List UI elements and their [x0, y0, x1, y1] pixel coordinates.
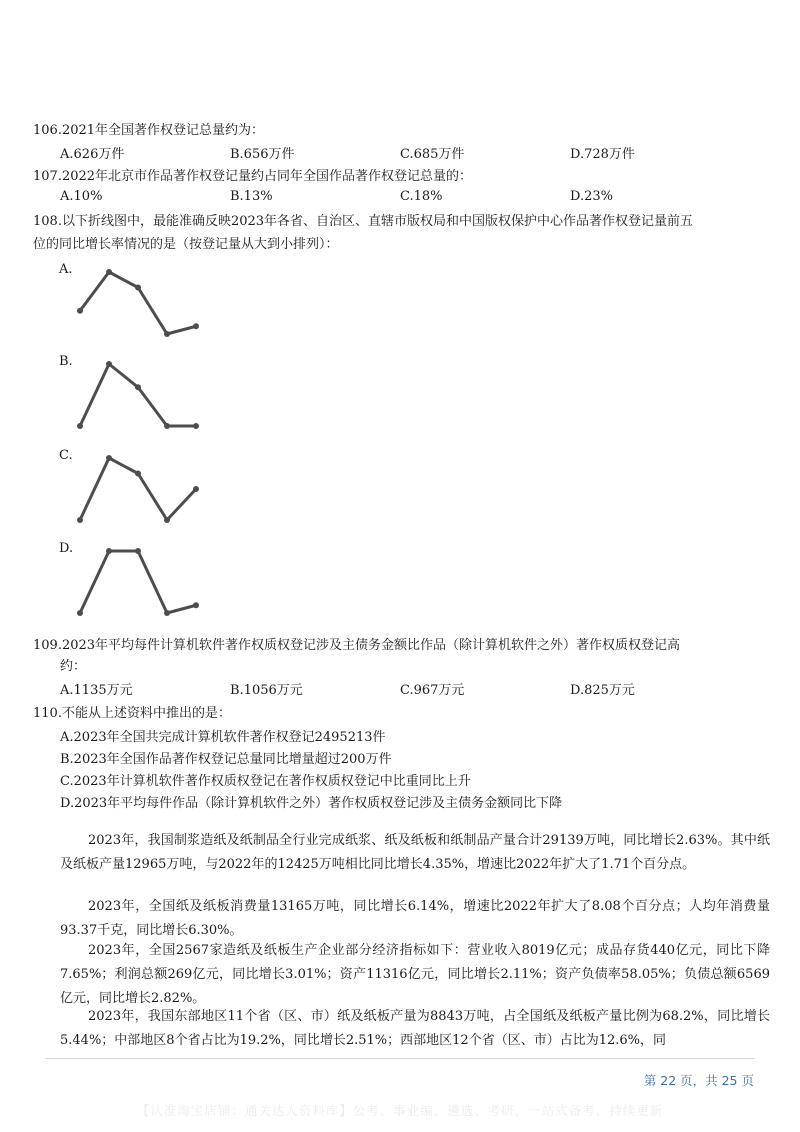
option-c[interactable]: C.685万件	[400, 147, 465, 162]
choice-point-3	[135, 384, 141, 390]
choice-point-3	[135, 471, 141, 477]
choice-point-4	[164, 423, 170, 429]
question-109-line-2: 约：	[60, 659, 87, 674]
choice-point-3	[135, 548, 141, 554]
question-106: 106.2021年全国著作权登记总量约为：	[33, 123, 265, 138]
choice-line	[80, 551, 196, 613]
option-a[interactable]: A.1135万元	[60, 683, 133, 698]
option-b[interactable]: B.656万件	[230, 147, 295, 162]
option-a[interactable]: A.10%	[60, 189, 103, 204]
option-d[interactable]: D.825万元	[570, 683, 635, 698]
footer-divider	[45, 1058, 755, 1059]
question-109-line-1: 109.2023年平均每件计算机软件著作权质权登记涉及主债务金额比作品（除计算机软件之外）著作权质权登记高	[33, 638, 681, 653]
choice-b-line-chart[interactable]	[70, 354, 210, 434]
choice-a-line-chart[interactable]	[70, 262, 210, 342]
choice-point-2	[106, 455, 112, 461]
question-108-line-2: 位的同比增长率情况的是（按登记量从大到小排列）：	[33, 237, 339, 252]
option-c[interactable]: C.967万元	[400, 683, 465, 698]
option-d[interactable]: D.2023年平均每件作品（除计算机软件之外）著作权质权登记涉及主债务金额同比下降	[60, 796, 563, 811]
choice-point-5	[193, 602, 199, 608]
footer-note: 【认准淘宝店铺：通关达人资料库】公考、事业编、遴选、考研，一站式备考，持续更新	[136, 1103, 664, 1118]
choice-point-4	[164, 610, 170, 616]
choice-c-line-chart[interactable]	[70, 448, 210, 528]
page-number: 第 22 页，共 25 页	[643, 1073, 754, 1088]
option-c[interactable]: C.2023年计算机软件著作权质权登记在著作权质权登记中比重同比上升	[60, 774, 471, 789]
passage-paragraph-2: 2023年，全国纸及纸板消费量13165万吨，同比增长6.14%，增速比2022年扩大了8.08个百分点；人均年消费量93.37千克，同比增长6.30%。	[60, 899, 770, 938]
question-110: 110.不能从上述资料中推出的是：	[33, 706, 231, 721]
question-109-options	[60, 679, 780, 699]
option-b[interactable]: B.1056万元	[230, 683, 303, 698]
choice-point-3	[135, 285, 141, 291]
choice-point-4	[164, 331, 170, 337]
option-a[interactable]: A.2023年全国共完成计算机软件著作权登记2495213件	[60, 730, 386, 745]
choice-point-1	[77, 610, 83, 616]
choice-point-2	[106, 548, 112, 554]
choice-line	[80, 272, 196, 334]
question-107: 107.2022年北京市作品著作权登记量约占同年全国作品著作权登记总量的：	[33, 169, 473, 184]
choice-point-2	[106, 361, 112, 367]
passage-paragraph-1: 2023年，我国制浆造纸及纸制品全行业完成纸浆、纸及纸板和纸制品产量合计29139万吨，同比增长2.63%。其中纸及纸板产量12965万吨，与2022年的12425万吨相比同比增长4.35%，增速比2022年扩大了1.71个百分点。	[60, 833, 770, 872]
choice-line	[80, 458, 196, 520]
choice-point-4	[164, 517, 170, 523]
choice-point-5	[193, 423, 199, 429]
choice-d-label[interactable]: D.	[59, 541, 74, 556]
choice-point-1	[77, 517, 83, 523]
choice-line	[80, 364, 196, 426]
passage-paragraph-3: 2023年，全国2567家造纸及纸板生产企业部分经济指标如下：营业收入8019亿元；成品存货440亿元，同比下降7.65%；利润总额269亿元，同比增长3.01%；资产11316亿元，同比增长2.11%；资产负债率58.05%；负债总额6569亿元，同比增长2.82%。	[60, 943, 770, 1006]
option-a[interactable]: A.626万件	[60, 147, 125, 162]
choice-point-5	[193, 323, 199, 329]
choice-d-line-chart[interactable]	[70, 541, 210, 621]
option-b[interactable]: B.13%	[230, 189, 273, 204]
choice-point-5	[193, 486, 199, 492]
choice-b-label[interactable]: B.	[59, 354, 73, 369]
choice-c-label[interactable]: C.	[59, 448, 73, 463]
choice-point-2	[106, 269, 112, 275]
option-d[interactable]: D.728万件	[570, 147, 635, 162]
choice-a-label[interactable]: A.	[59, 262, 73, 277]
passage-paragraph-4: 2023年，我国东部地区11个省（区、市）纸及纸板产量为8843万吨，占全国纸及纸板产量比例为68.2%，同比增长5.44%；中部地区8个省占比为19.2%，同比增长2.51%；西部地区12个省（区、市）占比为12.6%，同	[60, 1009, 770, 1048]
option-b[interactable]: B.2023年全国作品著作权登记总量同比增量超过200万件	[60, 752, 392, 767]
option-d[interactable]: D.23%	[570, 189, 613, 204]
choice-point-1	[77, 308, 83, 314]
question-106-options	[60, 143, 780, 163]
choice-point-1	[77, 423, 83, 429]
question-108-line-1: 108.以下折线图中，最能准确反映2023年各省、自治区、直辖市版权局和中国版权保护中心作品著作权登记量前五	[33, 214, 694, 229]
option-c[interactable]: C.18%	[400, 189, 443, 204]
question-107-options	[60, 189, 780, 209]
